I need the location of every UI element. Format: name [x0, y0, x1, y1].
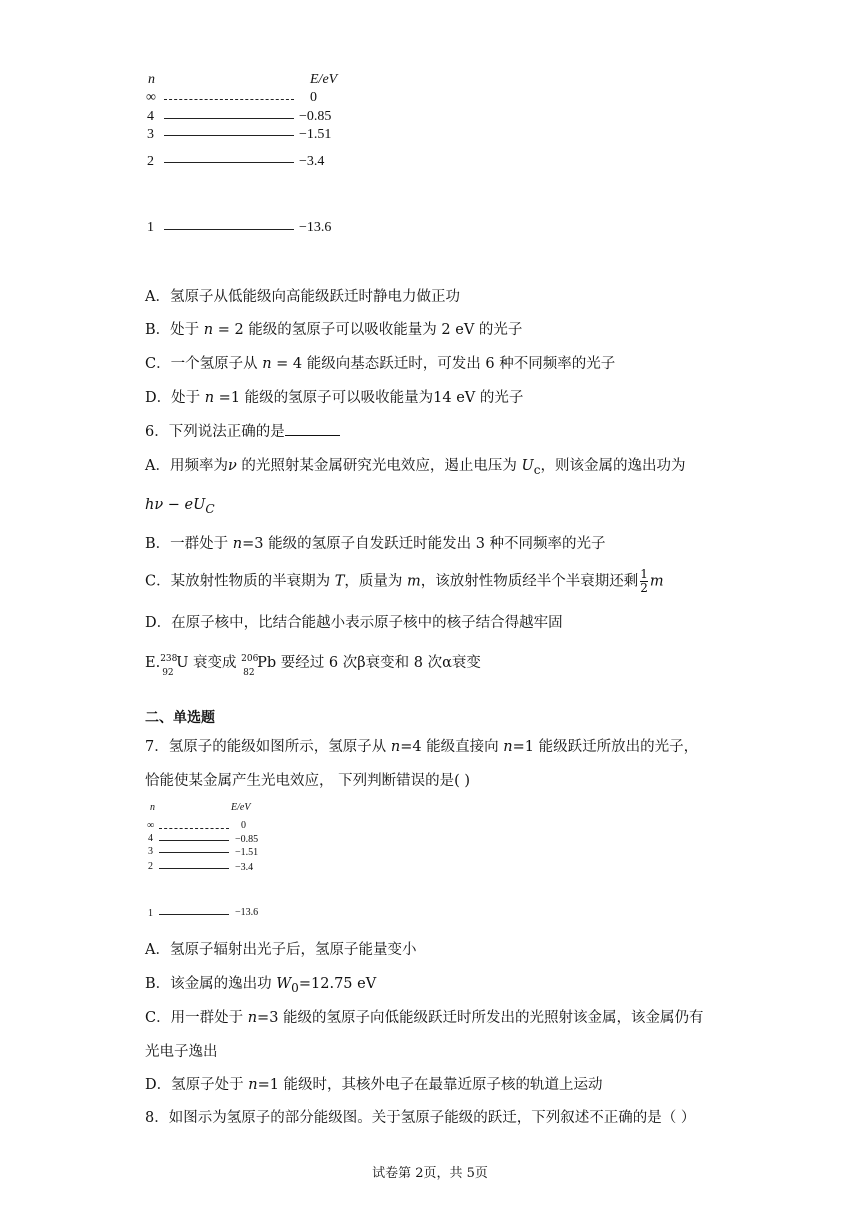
level-line-4	[164, 118, 294, 119]
q6-option-e	[145, 653, 481, 678]
lead-isotope-notation	[241, 653, 259, 678]
q6-option-a-formula	[145, 495, 215, 519]
var-n: n	[203, 322, 214, 338]
var-n: n	[232, 536, 243, 552]
level-line-2	[164, 162, 294, 163]
section-heading-single-choice: 二、单选题	[145, 710, 215, 726]
text-span: 的光照射某金属研究光电效应，遏止电压为	[236, 458, 522, 474]
energy-axis-label: E/eV	[231, 802, 251, 813]
text-span: =12.75 eV	[298, 976, 377, 992]
subscript: 0	[291, 980, 299, 995]
text-span: C．某放射性物质的半衰期为	[145, 573, 335, 590]
uranium-isotope-notation	[160, 653, 178, 678]
element-symbol: Pb	[257, 655, 277, 671]
var-n: n	[248, 1077, 258, 1093]
level-n-label: 4	[147, 109, 154, 124]
text-span: ，则该金属的逸出功为	[540, 458, 686, 474]
text-span: =3 能级的氢原子自发跃迁时能发出 3 种不同频率的光子	[242, 536, 606, 552]
q7-option-d	[145, 1075, 603, 1095]
text-span: 6．下列说法正确的是	[145, 424, 285, 440]
level-line-3	[164, 135, 294, 136]
text-span: = 2 能级的氢原子可以吸收能量为 2 eV 的光子	[213, 322, 523, 338]
var-uc: U	[521, 458, 534, 474]
q5-option-c	[145, 354, 615, 374]
level-energy-label: −0.85	[235, 834, 259, 845]
level-line-1	[159, 914, 229, 915]
var-m: m	[649, 573, 664, 590]
level-energy-label: −0.85	[299, 109, 332, 124]
text-span: C．一个氢原子从	[145, 356, 263, 372]
answer-blank	[285, 423, 340, 436]
var-n: n	[503, 739, 513, 755]
subscript: c	[533, 462, 541, 477]
level-n-label: 1	[147, 220, 154, 235]
level-energy-label: −13.6	[299, 220, 332, 235]
energy-level-diagram-1	[140, 66, 370, 246]
text-span: =3 能级的氢原子向低能级跃迁时所发出的光照射该金属，该金属仍有	[257, 1010, 704, 1026]
level-energy-label: 0	[241, 820, 246, 831]
var-m: m	[406, 573, 421, 590]
q7-option-a: A．氢原子辐射出光子后，氢原子能量变小	[145, 942, 417, 958]
text-span: B．处于	[145, 322, 204, 338]
energy-axis-label: E/eV	[310, 72, 338, 87]
level-energy-label: 0	[310, 90, 317, 105]
text-span: =4 能级直接向	[400, 739, 504, 755]
q5-option-a: A．氢原子从低能级向高能级跃迁时静电力做正功	[145, 289, 460, 305]
text-span: =1 能级跃迁所放出的光子，	[512, 739, 699, 755]
atomic-number: 92	[162, 668, 174, 678]
text-span: B．该金属的逸出功	[145, 976, 277, 992]
level-n-label: 3	[147, 127, 154, 142]
fraction-numerator: 1	[640, 567, 648, 581]
text-span: ，该放射性物质经半个半衰期还剩	[420, 573, 639, 590]
q7-stem-line1	[145, 737, 698, 757]
atomic-number: 82	[243, 668, 255, 678]
mass-number: 206	[241, 654, 259, 664]
level-n-label: ∞	[146, 90, 156, 105]
q8-stem: 8．如图示为氢原子的部分能级图。关于氢原子能级的跃迁，下列叙述不正确的是（ ）	[145, 1110, 696, 1126]
text-span: C．用一群处于	[145, 1010, 248, 1026]
var-w: W	[276, 976, 292, 992]
level-n-label: 4	[148, 833, 153, 844]
text-span: = 4 能级向基态跃迁时，可发出 6 种不同频率的光子	[271, 356, 616, 372]
var-nu: ν	[227, 458, 237, 474]
page-footer: 试卷第 2页，共 5页	[372, 1166, 488, 1181]
text-span: D．处于	[145, 390, 205, 406]
var-n: n	[204, 390, 215, 406]
n-axis-label: n	[150, 802, 155, 813]
level-line-infinity	[164, 99, 294, 100]
text-span: =1 能级的氢原子可以吸收能量为14 eV 的光子	[214, 390, 524, 406]
var-n: n	[262, 356, 272, 372]
level-n-label: 1	[148, 908, 153, 919]
q6-option-a	[145, 456, 686, 480]
mass-number: 238	[160, 654, 178, 664]
q5-option-d	[145, 388, 523, 408]
level-line-1	[164, 229, 294, 230]
text-span: E.	[145, 655, 161, 671]
q7-option-b	[145, 974, 376, 998]
formula: hν − eU	[145, 497, 206, 513]
var-n: n	[247, 1010, 258, 1026]
subscript: C	[205, 501, 215, 516]
fraction-denominator: 2	[640, 581, 648, 595]
n-axis-label: n	[148, 72, 155, 87]
fraction-one-half	[640, 568, 648, 595]
level-energy-label: −1.51	[235, 847, 259, 858]
level-line-2	[159, 868, 229, 869]
text-span: 衰变成	[188, 655, 242, 671]
level-n-label: 2	[148, 861, 153, 872]
level-line-infinity	[159, 828, 229, 829]
level-energy-label: −13.6	[235, 907, 259, 918]
level-energy-label: −3.4	[299, 154, 325, 169]
q6-option-c	[145, 568, 664, 595]
q7-stem-line2: 恰能使某金属产生光电效应， 下列判断错误的是( )	[145, 773, 471, 789]
level-n-label: 3	[148, 846, 153, 857]
text-span: 要经过 6 次β衰变和 8 次α衰变	[276, 655, 481, 671]
energy-level-diagram-2	[145, 802, 285, 924]
text-span: D．氢原子处于	[145, 1077, 249, 1093]
q6-option-d: D．在原子核中，比结合能越小表示原子核中的核子结合得越牢固	[145, 615, 563, 631]
text-span: =1 能级时，其核外电子在最靠近原子核的轨道上运动	[257, 1077, 603, 1093]
text-span: A．用频率为	[145, 458, 228, 474]
text-span: 7．氢原子的能级如图所示，氢原子从	[145, 739, 391, 755]
q5-option-b	[145, 320, 522, 340]
var-T: T	[334, 573, 345, 590]
element-symbol: U	[176, 655, 189, 671]
text-span: ，质量为	[344, 573, 407, 590]
level-line-4	[159, 840, 229, 841]
q7-option-c-line1	[145, 1008, 704, 1028]
q6-option-b	[145, 534, 606, 554]
q7-option-c-line2: 光电子逸出	[145, 1044, 218, 1060]
level-n-label: ∞	[147, 820, 155, 831]
var-n: n	[390, 739, 401, 755]
text-span: B．一群处于	[145, 536, 233, 552]
level-line-3	[159, 852, 229, 853]
q6-stem	[145, 422, 340, 442]
level-energy-label: −3.4	[235, 862, 254, 873]
level-energy-label: −1.51	[299, 127, 332, 142]
level-n-label: 2	[147, 154, 154, 169]
